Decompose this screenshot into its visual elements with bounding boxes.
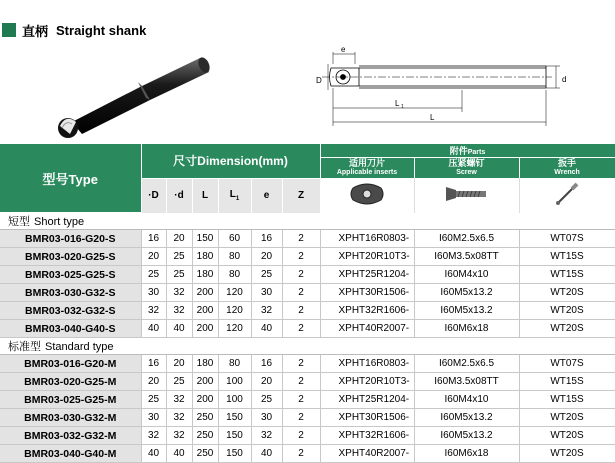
cell-wrench: WT20S [519, 427, 615, 445]
cell-model: BMR03-016-G20-S [0, 230, 141, 248]
col-wrench-en: Wrench [554, 169, 580, 176]
cell-Z: 2 [282, 302, 320, 320]
cell-insert: XPHT30R1506- [320, 284, 414, 302]
cell-wrench: WT15S [519, 391, 615, 409]
cell-d: 32 [166, 391, 192, 409]
insert-image [320, 178, 414, 213]
cell-insert: XPHT32R1606- [320, 302, 414, 320]
cell-D: 40 [141, 445, 166, 463]
col-wrench [519, 158, 615, 179]
section-short [0, 213, 615, 230]
cell-wrench: WT20S [519, 445, 615, 463]
cell-Z: 2 [282, 427, 320, 445]
cell-wrench: WT15S [519, 266, 615, 284]
short-rows [0, 230, 615, 338]
cell-wrench: WT20S [519, 409, 615, 427]
cell-insert: XPHT30R1506- [320, 409, 414, 427]
cell-D: 30 [141, 284, 166, 302]
cell-insert: XPHT16R0803- [320, 230, 414, 248]
cell-insert: XPHT25R1204- [320, 266, 414, 284]
tool-drawing [322, 52, 560, 126]
cell-Z: 2 [282, 284, 320, 302]
cell-insert: XPHT16R0803- [320, 355, 414, 373]
table-row [0, 427, 615, 445]
col-d: ·d [166, 178, 192, 213]
cell-L1: 80 [218, 266, 251, 284]
cell-insert: XPHT20R10T3- [320, 248, 414, 266]
cell-Z: 2 [282, 230, 320, 248]
col-wrench-cn: 扳手 [558, 158, 577, 168]
cell-e: 16 [251, 230, 282, 248]
table-row [0, 320, 615, 338]
table-row [0, 302, 615, 320]
col-parts [320, 144, 615, 158]
cell-Z: 2 [282, 373, 320, 391]
cell-screw: I60M2.5x6.5 [414, 230, 519, 248]
cell-screw: I60M3.5x08TT [414, 248, 519, 266]
cell-e: 25 [251, 266, 282, 284]
cell-D: 20 [141, 248, 166, 266]
cell-model: BMR03-020-G25-M [0, 373, 141, 391]
cell-L: 200 [192, 391, 218, 409]
section-standard [0, 338, 615, 355]
cell-L1: 120 [218, 302, 251, 320]
cell-e: 32 [251, 302, 282, 320]
cell-model: BMR03-025-G25-S [0, 266, 141, 284]
cell-D: 20 [141, 373, 166, 391]
cell-screw: I60M5x13.2 [414, 409, 519, 427]
cell-L: 180 [192, 355, 218, 373]
cell-screw: I60M3.5x08TT [414, 373, 519, 391]
cell-model: BMR03-030-G32-M [0, 409, 141, 427]
cell-e: 32 [251, 427, 282, 445]
cell-Z: 2 [282, 320, 320, 338]
cell-d: 20 [166, 230, 192, 248]
cell-e: 40 [251, 320, 282, 338]
cell-model: BMR03-032-G32-S [0, 302, 141, 320]
cell-screw: I60M5x13.2 [414, 427, 519, 445]
cell-d: 40 [166, 445, 192, 463]
cell-e: 30 [251, 409, 282, 427]
cell-e: 25 [251, 391, 282, 409]
cell-L: 200 [192, 373, 218, 391]
cell-L1: 150 [218, 445, 251, 463]
section-header [2, 22, 146, 38]
cell-D: 32 [141, 427, 166, 445]
cell-D: 25 [141, 391, 166, 409]
label-L1: L [395, 99, 400, 108]
cell-model: BMR03-040-G40-M [0, 445, 141, 463]
cell-L: 200 [192, 302, 218, 320]
col-parts-cn: 附件 [449, 146, 468, 156]
col-insert-cn: 适用刀片 [348, 158, 385, 168]
wrench-image [519, 178, 615, 213]
col-screw-en: Screw [456, 169, 477, 176]
section-standard-cn: 标准型 [8, 340, 41, 353]
table-row [0, 284, 615, 302]
screw-icon [442, 184, 492, 204]
cell-L1: 60 [218, 230, 251, 248]
cell-screw: I60M6x18 [414, 445, 519, 463]
cell-wrench: WT20S [519, 302, 615, 320]
cell-d: 32 [166, 284, 192, 302]
insert-icon [347, 182, 387, 206]
tool-illustration [0, 42, 615, 142]
table-row [0, 445, 615, 463]
cell-e: 20 [251, 248, 282, 266]
cell-D: 30 [141, 409, 166, 427]
cell-D: 25 [141, 266, 166, 284]
cell-d: 20 [166, 355, 192, 373]
cell-d: 40 [166, 320, 192, 338]
table-row [0, 230, 615, 248]
cell-L1: 150 [218, 427, 251, 445]
col-insert-en: Applicable inserts [336, 169, 398, 176]
section-standard-en: Standard type [45, 341, 114, 353]
cell-L1: 80 [218, 248, 251, 266]
cell-d: 25 [166, 373, 192, 391]
cell-insert: XPHT40R2007- [320, 320, 414, 338]
screw-image [414, 178, 519, 213]
cell-L1: 120 [218, 320, 251, 338]
cell-Z: 2 [282, 266, 320, 284]
cell-d: 32 [166, 302, 192, 320]
cell-wrench: WT20S [519, 284, 615, 302]
table-row [0, 409, 615, 427]
cell-screw: I60M6x18 [414, 320, 519, 338]
cell-L1: 150 [218, 409, 251, 427]
col-insert [320, 158, 414, 179]
cell-L: 150 [192, 230, 218, 248]
cell-L1: 100 [218, 373, 251, 391]
section-title-cn: 直柄 [22, 24, 49, 40]
spec-table [0, 144, 615, 463]
cell-wrench: WT20S [519, 320, 615, 338]
cell-screw: I60M4x10 [414, 266, 519, 284]
col-L1-sub: 1 [235, 196, 240, 202]
cell-e: 30 [251, 284, 282, 302]
col-D: ·D [141, 178, 166, 213]
cell-L: 200 [192, 284, 218, 302]
table-row [0, 355, 615, 373]
cell-d: 25 [166, 266, 192, 284]
cell-L: 250 [192, 445, 218, 463]
tool-photo [58, 56, 212, 138]
cell-D: 16 [141, 355, 166, 373]
cell-model: BMR03-030-G32-S [0, 284, 141, 302]
col-e: e [251, 178, 282, 213]
cell-wrench: WT07S [519, 230, 615, 248]
label-d: d [562, 75, 567, 84]
cell-wrench: WT07S [519, 355, 615, 373]
wrench-icon [552, 181, 582, 207]
section-short-en: Short type [34, 216, 85, 228]
cell-insert: XPHT20R10T3- [320, 373, 414, 391]
cell-model: BMR03-025-G25-M [0, 391, 141, 409]
cell-L: 250 [192, 409, 218, 427]
cell-insert: XPHT32R1606- [320, 427, 414, 445]
label-L1-sub: 1 [401, 104, 404, 110]
table-row [0, 373, 615, 391]
section-title-en: Straight shank [56, 22, 147, 38]
cell-insert: XPHT40R2007- [320, 445, 414, 463]
cell-insert: XPHT25R1204- [320, 391, 414, 409]
col-parts-en: Parts [467, 149, 486, 156]
cell-Z: 2 [282, 445, 320, 463]
col-d-label: d [177, 190, 184, 201]
col-L1 [218, 178, 251, 213]
cell-D: 40 [141, 320, 166, 338]
table-row [0, 266, 615, 284]
cell-D: 32 [141, 302, 166, 320]
table-row [0, 391, 615, 409]
table-row [0, 248, 615, 266]
col-screw [414, 158, 519, 179]
cell-Z: 2 [282, 409, 320, 427]
col-model: 型号Type [0, 144, 141, 213]
standard-rows [0, 355, 615, 463]
cell-model: BMR03-020-G25-S [0, 248, 141, 266]
col-Z: Z [282, 178, 320, 213]
cell-d: 25 [166, 248, 192, 266]
label-D: D [316, 76, 322, 85]
cell-e: 40 [251, 445, 282, 463]
cell-L1: 80 [218, 355, 251, 373]
col-screw-cn: 压紧螺钉 [448, 158, 485, 168]
cell-screw: I60M2.5x6.5 [414, 355, 519, 373]
cell-d: 32 [166, 409, 192, 427]
label-L: L [430, 113, 435, 122]
cell-L: 180 [192, 248, 218, 266]
cell-screw: I60M5x13.2 [414, 284, 519, 302]
col-L: L [192, 178, 218, 213]
section-short-cn: 短型 [8, 215, 30, 228]
cell-e: 20 [251, 373, 282, 391]
col-L1-label: L [229, 189, 236, 200]
cell-d: 32 [166, 427, 192, 445]
cell-L: 180 [192, 266, 218, 284]
col-D-label: D [151, 190, 159, 201]
cell-Z: 2 [282, 355, 320, 373]
cell-L: 250 [192, 427, 218, 445]
cell-model: BMR03-032-G32-M [0, 427, 141, 445]
cell-wrench: WT15S [519, 248, 615, 266]
cell-Z: 2 [282, 248, 320, 266]
cell-L: 200 [192, 320, 218, 338]
cell-e: 16 [251, 355, 282, 373]
cell-wrench: WT15S [519, 373, 615, 391]
cell-model: BMR03-016-G20-M [0, 355, 141, 373]
col-dimension: 尺寸Dimension(mm) [141, 144, 320, 178]
cell-Z: 2 [282, 391, 320, 409]
cell-D: 16 [141, 230, 166, 248]
section-marker [2, 23, 16, 37]
cell-L1: 100 [218, 391, 251, 409]
label-e: e [341, 45, 346, 54]
cell-screw: I60M5x13.2 [414, 302, 519, 320]
cell-model: BMR03-040-G40-S [0, 320, 141, 338]
cell-L1: 120 [218, 284, 251, 302]
cell-screw: I60M4x10 [414, 391, 519, 409]
